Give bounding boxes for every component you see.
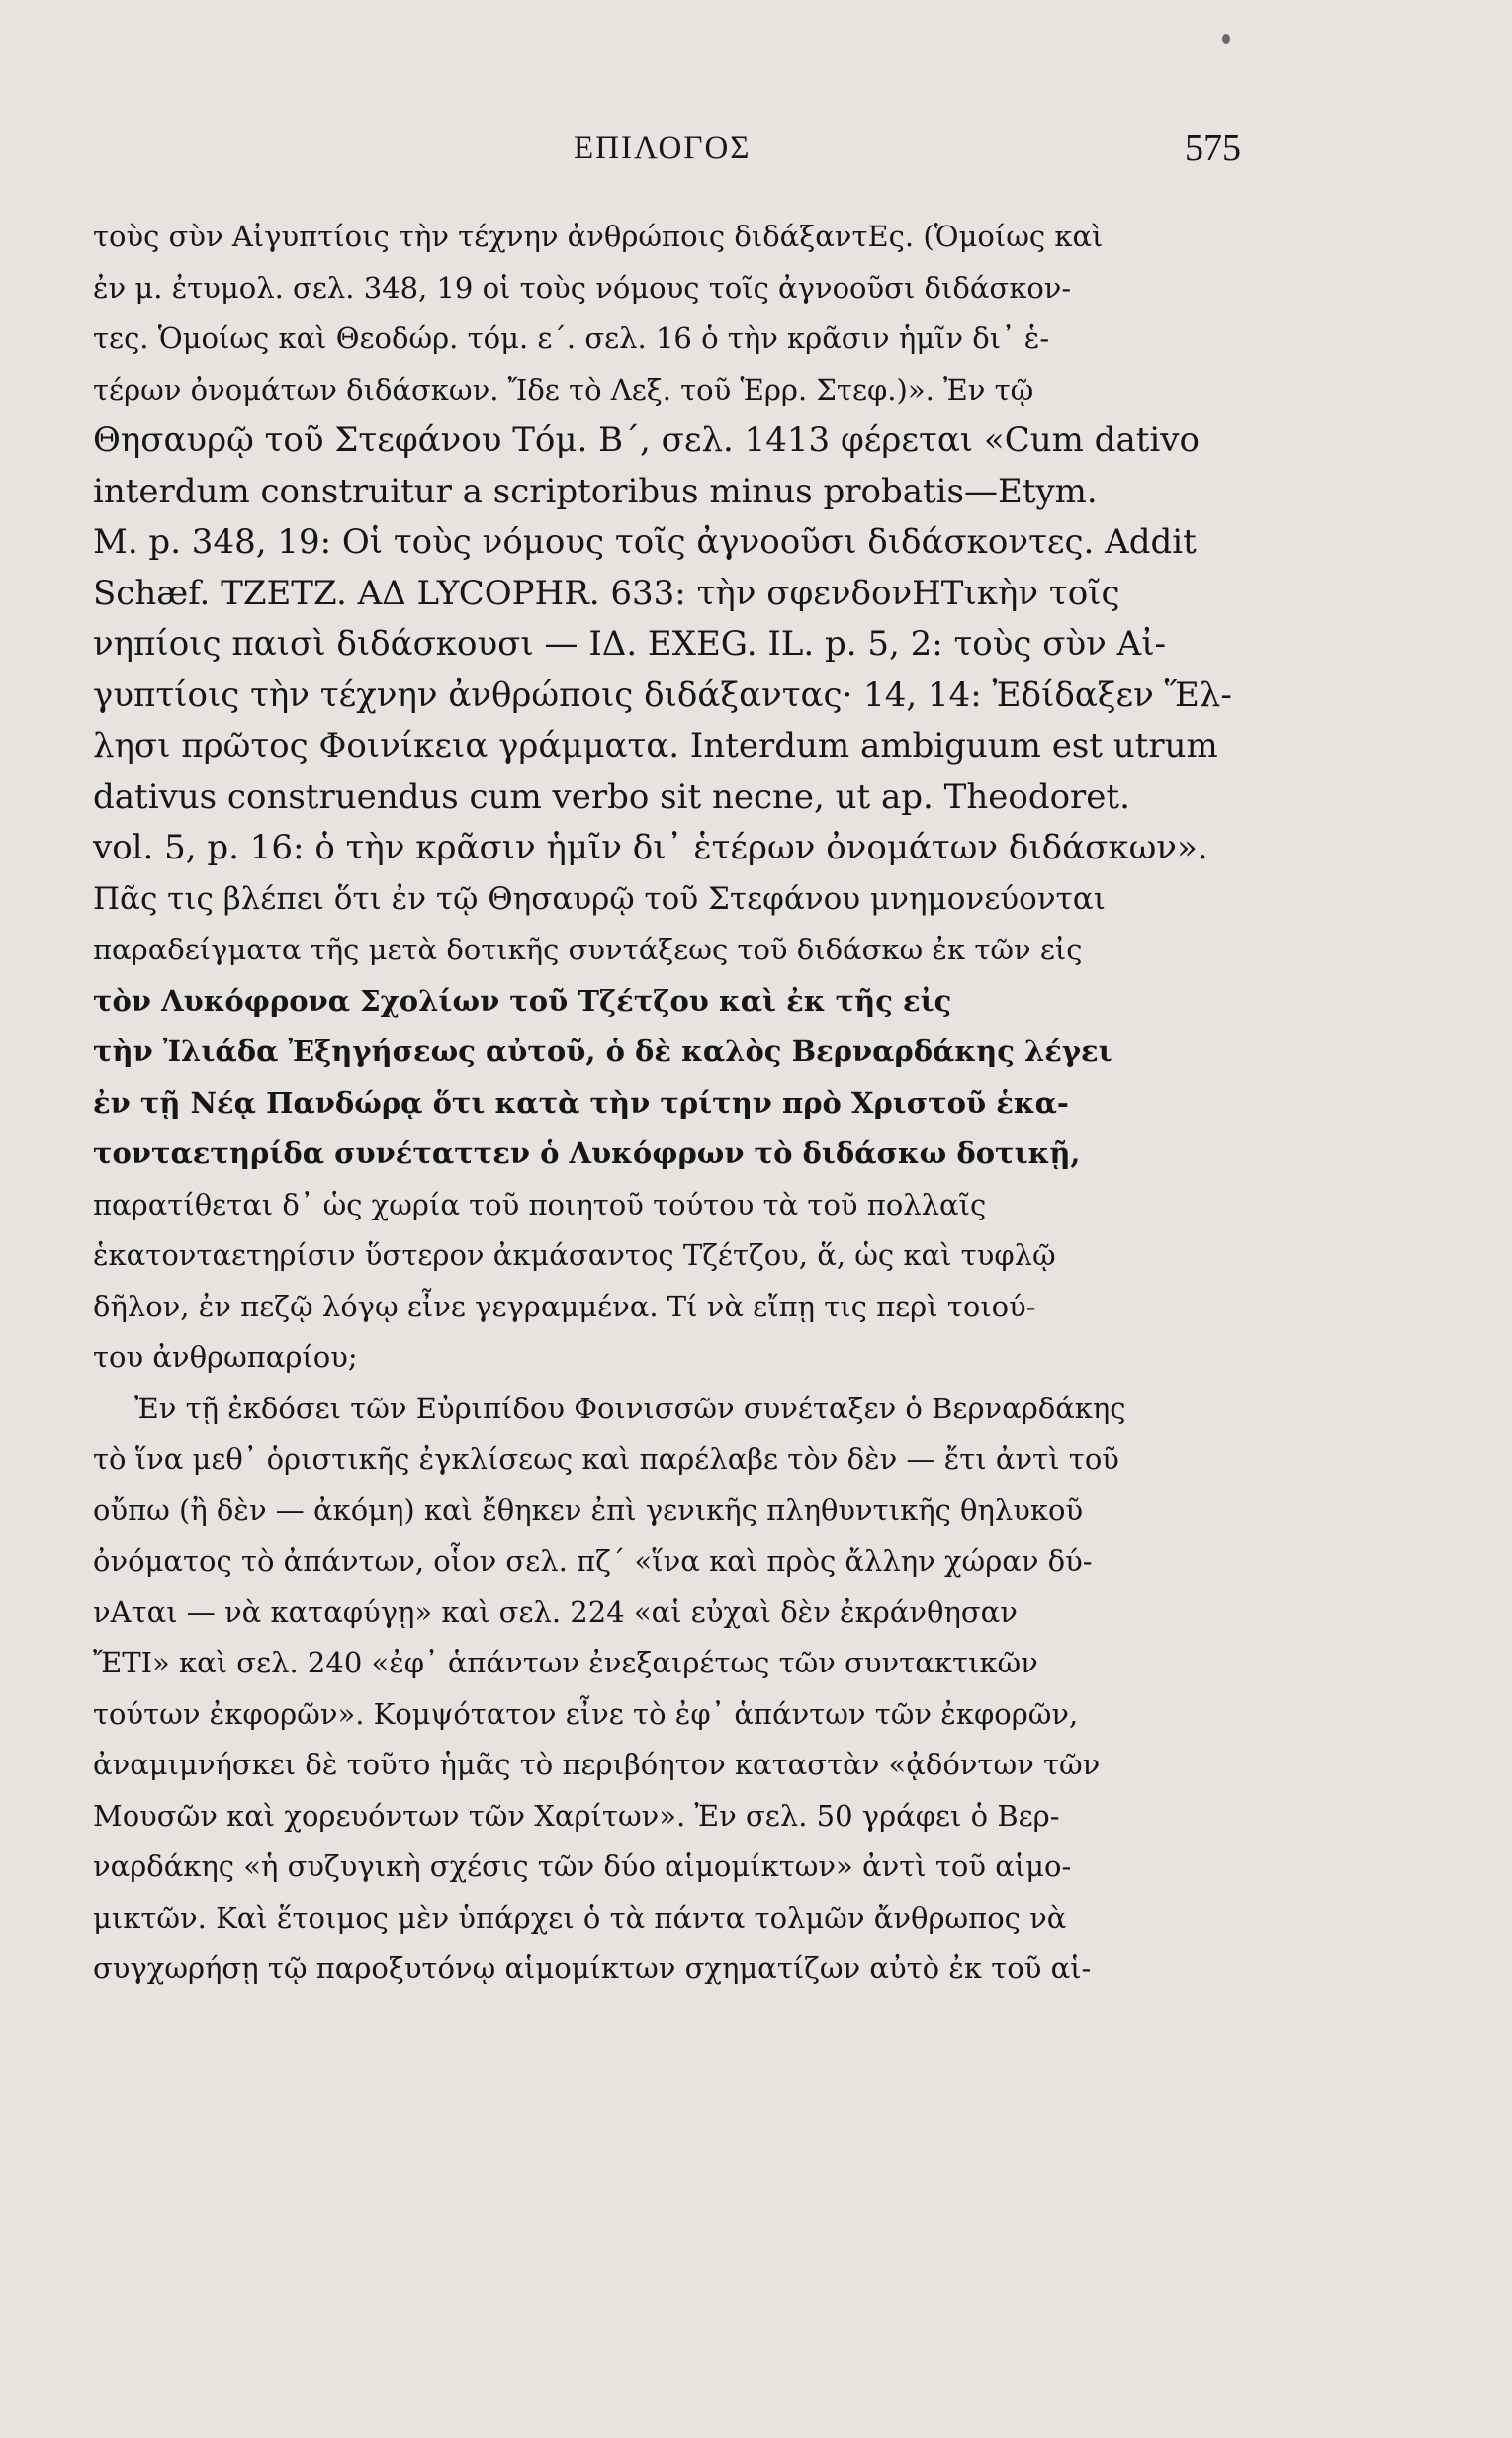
running-head: ΕΠΙΛΟΓΟΣ	[574, 131, 752, 166]
body-text	[93, 212, 1265, 2279]
text-line: τοὺς σὺν Αἰγυπτίοις τὴν τέχνην ἀνθρώποις διδάξαντΕς. (Ὁμοίως καὶ	[93, 220, 1104, 253]
text-line: Πᾶς τις βλέπει ὅτι ἐν τῷ Θησαυρῷ τοῦ Στεφάνου μνημονεύονται	[93, 880, 1106, 917]
text-line: οὔπω (ἢ δὲν — ἀκόμη) καὶ ἔθηκεν ἐπὶ γενικῆς πληθυντικῆς θηλυκοῦ	[93, 1492, 1084, 1527]
text-line: συγχωρήσῃ τῷ παροξυτόνῳ αἱμομίκτων σχηματίζων αὐτὸ ἐκ τοῦ αἱ-	[93, 1951, 1092, 1985]
text-line: M. p. 348, 19: Οἱ τοὺς νόμους τοῖς ἀγνοοῦσι διδάσκοντες. Addit	[93, 522, 1197, 562]
text-line: Schæf. TZETZ. ΑΔ LYCOPHR. 633: τὴν σφενδονΗΤικὴν τοῖς	[93, 573, 1120, 613]
text-line: παρατίθεται δ᾽ ὡς χωρία τοῦ ποιητοῦ τούτου τὰ τοῦ πολλαῖς	[93, 1187, 987, 1221]
text-line: νΑται — νὰ καταφύγῃ» καὶ σελ. 224 «αἱ εὐχαὶ δὲν ἐκράνθησαν	[93, 1594, 1018, 1629]
text-line: ἑκατονταετηρίσιν ὕστερον ἀκμάσαντος Τζέτζου, ἅ, ὡς καὶ τυφλῷ	[93, 1238, 1056, 1272]
text-line: ὀνόματος τὸ ἀπάντων, οἷον σελ. πζ΄ «ἵνα καὶ πρὸς ἄλλην χώραν δύ-	[93, 1544, 1093, 1578]
text-line: γυπτίοις τὴν τέχνην ἀνθρώποις διδάξαντας· 14, 14: Ἐδίδαξεν Ἕλ-	[93, 675, 1232, 715]
text-line: δῆλον, ἐν πεζῷ λόγῳ εἶνε γεγραμμένα. Τί νὰ εἴπῃ τις περὶ τοιού-	[93, 1289, 1036, 1323]
text-line: τὴν Ἰλιάδα Ἐξηγήσεως αὐτοῦ, ὁ δὲ καλὸς Βερναρδάκης λέγει	[93, 1035, 1112, 1068]
text-line: τέρων ὀνομάτων διδάσκων. Ἴδε τὸ Λεξ. τοῦ Ἑρρ. Στεφ.)». Ἐν τῷ	[93, 372, 1034, 406]
text-line: παραδείγματα τῆς μετὰ δοτικῆς συντάξεως τοῦ διδάσκω ἐκ τῶν εἰς	[93, 933, 1083, 966]
text-line: Μουσῶν καὶ χορευόντων τῶν Χαρίτων». Ἐν σελ. 50 γράφει ὁ Βερ-	[93, 1798, 1060, 1833]
text-line: τὸ ἵνα μεθ᾽ ὁριστικῆς ἐγκλίσεως καὶ παρέλαβε τὸν δὲν — ἔτι ἀντὶ τοῦ	[93, 1442, 1119, 1476]
text-line: Θησαυρῷ τοῦ Στεφάνου Τόμ. Β΄, σελ. 1413 φέρεται «Cum dativo	[93, 420, 1200, 460]
page-number: 575	[1185, 128, 1241, 169]
text-line: dativus construendus cum verbo sit necne, ut ap. Theodoret.	[93, 776, 1130, 817]
text-line: ἀναμιμνήσκει δὲ τοῦτο ἡμᾶς τὸ περιβόητον καταστὰν «ᾀδόντων τῶν	[93, 1748, 1101, 1781]
text-line: τούτων ἐκφορῶν». Κομψότατον εἶνε τὸ ἐφ᾽ ἁπάντων τῶν ἐκφορῶν,	[93, 1696, 1079, 1731]
text-line: Ἐν τῇ ἐκδόσει τῶν Εὐριπίδου Φοινισσῶν συνέταξεν ὁ Βερναρδάκης	[134, 1391, 1126, 1425]
text-line: νηπίοις παισὶ διδάσκουσι — ΙΔ. EXEG. IL. p. 5, 2: τοὺς σὺν Αἰ-	[93, 624, 1167, 664]
text-line: τὸν Λυκόφρονα Σχολίων τοῦ Τζέτζου καὶ ἐκ τῆς εἰς	[93, 983, 952, 1018]
text-line: λησι πρῶτος Φοινίκεια γράμματα. Interdum ambiguum est utrum	[93, 726, 1218, 766]
text-line: τες. Ὁμοίως καὶ Θεοδώρ. τόμ. ε΄. σελ. 16 ὁ τὴν κρᾶσιν ἡμῖν δι᾽ ἑ-	[93, 321, 1050, 355]
text-line: ἐν μ. ἐτυμολ. σελ. 348, 19 οἱ τοὺς νόμους τοῖς ἀγνοοῦσι διδάσκον-	[93, 270, 1072, 305]
text-line: ἐν τῇ Νέᾳ Πανδώρᾳ ὅτι κατὰ τὴν τρίτην πρὸ Χριστοῦ ἑκα-	[93, 1085, 1069, 1120]
page-header	[0, 117, 1512, 186]
text-line: του ἀνθρωπαρίου;	[93, 1340, 358, 1374]
text-line: ναρδάκης «ἡ συζυγικὴ σχέσις τῶν δύο αἱμομίκτων» ἀντὶ τοῦ αἱμο-	[93, 1850, 1072, 1883]
text-line: vol. 5, p. 16: ὁ τὴν κρᾶσιν ἡμῖν δι᾽ ἑτέρων ὀνομάτων διδάσκων».	[93, 828, 1208, 867]
ink-spot	[1222, 34, 1230, 44]
text-line: interdum construitur a scriptoribus minus probatis—Etym.	[93, 471, 1098, 511]
text-line: μικτῶν. Καὶ ἕτοιμος μὲν ὑπάρχει ὁ τὰ πάντα τολμῶν ἄνθρωπος νὰ	[93, 1900, 1067, 1935]
text-line: τονταετηρίδα συνέταττεν ὁ Λυκόφρων τὸ διδάσκω δοτικῇ,	[93, 1136, 1081, 1170]
text-line: ἜΤΙ» καὶ σελ. 240 «ἐφ᾽ ἁπάντων ἐνεξαιρέτως τῶν συντακτικῶν	[93, 1646, 1038, 1679]
